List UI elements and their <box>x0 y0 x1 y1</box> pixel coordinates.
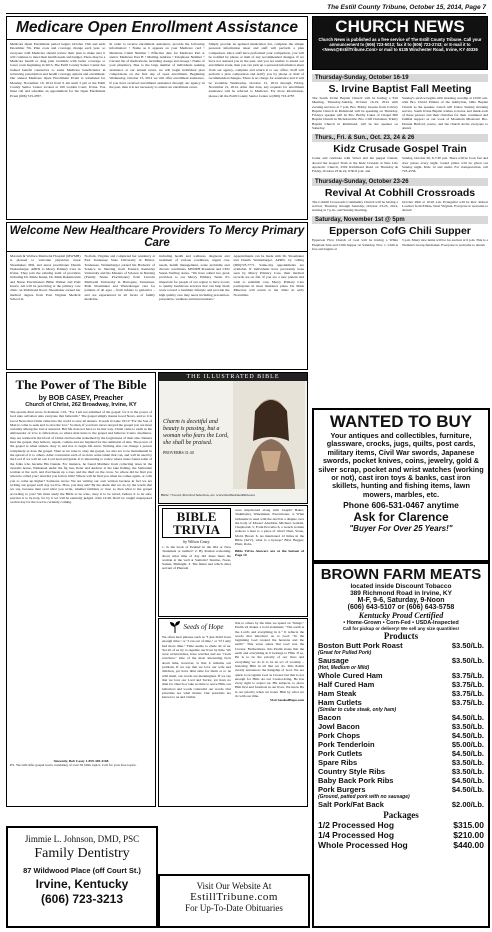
price-row-price: $315.00 <box>453 820 484 830</box>
price-row-price: $440.00 <box>453 840 484 850</box>
brown-hours: M-F, 9-6, Saturday, 9-Noon <box>357 597 445 604</box>
mercy-col-4: Appointments can be made with Dr. Shoemaker and Dustin Wattenbarger, APRN, by calling (606)723-7771. Same-day appointments are available. If individuals have previously been seen by Mercy Primary Care, their medical records are on file. If you are a new patient and wish to establish care, Mercy Primary Care participates in most insurance plans. Dr. Mark Pilkerton will return to the clinic in early November. <box>233 254 304 297</box>
price-row-price: $4.50/Lb. <box>451 749 484 758</box>
price-row <box>318 830 484 840</box>
brown-products-list <box>314 641 488 809</box>
irvine-baptist-title: S. Irvine Baptist Fall Meeting <box>328 83 472 95</box>
mercy-col-1: Marcum & Wallace Memorial Hospital (MWMH) is pleased to welcome physician Jonal Shoemaker, MD, and nurse practitioner Dustin Wattenbarger, APRN to Mercy Primary Care in Irvine. They join the existing team of providers including Dr. Marie Kunzi, Dr. Mark Rakamcanin and Nurse Practitioners Billie Walker and Patti Isaacs. All will be practicing at the primary care clinic on Richmond Road. Shoemaker earned her medical degree from East Virginia Medical School in <box>10 254 81 301</box>
illustrated-caption: Bible • Sword, Practical Selection, etc. www.theillustratedbible.net <box>161 493 255 497</box>
price-row <box>318 722 484 731</box>
price-row <box>318 800 484 809</box>
mercy-col-2: Norfolk, Virginia and completed her residency at East Tennessee State University in Bristol, Tennessee. Wattenbarger earned his Bachelor of Science in Nursing from Eastern Kentucky University and his Masters of Science in Nursing (Family Nurse Practitioner) from Lincoln Memorial University in Harrogate, Tennessee. Both Shoemaker and Wattenbarger care for patients of all ages – from infants to geriatrics – and are experienced in all facets of family medicine, <box>84 254 155 301</box>
price-row-price: $2.00/Lb. <box>451 800 484 809</box>
price-row <box>318 689 484 698</box>
chili-title: Epperson CofG Chili Supper <box>329 225 471 238</box>
mercy-col-3: including health and wellness, diagnosis and treatment of various conditions, urgent care needs, health management, acute problems and chronic conditions. MWMH President and CEO Susan Starling states, "We have added two great providers to our Mercy Primary Team. It's important for people of our region to have access to quality healthcare services that can help them work toward a healthier lifestyle and provide the high quality care they need, including prevention, preventive, wellness and interventions." <box>159 254 230 301</box>
kidz-date: Thurs., Fri. & Sun., Oct. 23, 24 & 26 <box>312 134 488 142</box>
seeds-title: Seeds of Hope <box>183 623 224 631</box>
wanted-phone: Phone 606-531-0467 anytime <box>343 500 459 511</box>
kidz-col-2: Sunday, October 26, 6-7:30 p.m. There will be food, fun and door prizes every night. Grand prizes will be given out Sunday night. Kids 12 and under. For transportation, call 723-4558. <box>402 156 488 174</box>
price-row-price: $4.50/Lb. <box>451 731 484 740</box>
illustrated-bible <box>158 372 308 504</box>
brown-farm-meats-ad <box>312 562 490 928</box>
medicare-title: Medicare Open Enrollment Assistance <box>7 17 307 40</box>
price-row-name: Salt Pork/Fat Back <box>318 800 384 809</box>
price-row <box>318 698 484 707</box>
medicare-article <box>6 16 308 220</box>
visit-line-1: Visit Our Website At <box>196 881 272 891</box>
cobhill-col-1: The Cobhill Crossroads Community Church will be having a revival, Thursday through Saturday, October 23-25, 2014, starting at 7 p.m., and Sunday morning, <box>312 199 398 213</box>
trivia-title: BIBLE TRIVIA <box>162 508 231 538</box>
dentist-address: 87 Wildwood Place (off Court St.) <box>23 866 141 875</box>
price-row <box>318 840 484 850</box>
wanted-body: Your antiques and collectibles, furniture, glassware, crocks, jugs, quilts, post cards, military items, Civil War swords, Japanese swords, pocket knives, coins, jewelry, gold & silver scrap, pocket and wrist watches (working or not), cast iron toys & banks, cast iron skillets, hunting and fishing items, lawn mowers, marbles, etc. <box>318 431 484 499</box>
mercy-title: Welcome New Healthcare Providers To Mercy Primary Care <box>7 223 307 252</box>
woman-portrait-icon <box>233 381 305 489</box>
seeds-col-2: ible to others by the time we spend on "things." Psalm 24 makes a bold statement: "The earth is the Lord's and everything in it." It reflects the words that introduce us to God: "In the beginning God created the heavens and the earth!" This verse states that God was the Creator. Furthermore, this Psalm states that the earth and everything in it belongs to Him. If so, He is to be the priority of our lives and everything we do is to be an act of worship – honoring Him in all that we do. This Psalm clearly announces the Kingship of God. We are quick to recognize God as Creator but that is not enough for Him. As our Creator-King, He has every right to expect us, His subjects, to place Him first and foremost in our lives. We know He is our priority when we honor Him by what we do with our time. <box>235 621 304 699</box>
seeds-credit: Visit SeedsofHope.com <box>269 698 304 703</box>
illustrated-ref: PROVERBS 31:30 <box>163 450 194 455</box>
mercy-article <box>6 222 308 370</box>
price-row-name: Jowl Bacon <box>318 722 360 731</box>
price-row-name: 1/2 Processed Hog <box>318 820 395 830</box>
price-row-price: $3.75/Lb. <box>451 698 484 707</box>
medicare-col-1: Medicare Open Enrollment period begins October 15th and ends December 7th. Plan costs and coverage change each year, so everyone with Medicare should review their plan to make sure it will continue to meet their health needs and budget. There may be a Medicare health or drug plan available with better coverage or lower costs beginning in 2015. The Estill County Senior Center has trained benefit counselors to assist Medicare beneficiaries in reviewing prescription and health coverage options and enrollment. Our annual Medicare Open Enrollment Event is scheduled for Monday, November 10, 2014 from 9 am until 3 pm at the Estill County Senior Center located at 100 Golden Court, Irvine. You must call and schedule an appointment for the Open Enrollment Event (606) 723-4787. <box>10 42 106 98</box>
wanted-to-buy-ad <box>312 408 490 562</box>
price-row-price: $3.75/Lb. <box>451 680 484 689</box>
brown-title: BROWN FARM MEATS <box>320 566 482 583</box>
brown-packages-title: Packages <box>383 810 419 820</box>
seeds-of-hope <box>158 618 308 807</box>
wanted-tagline: "Buyer For Over 25 Years!" <box>349 524 453 534</box>
price-row-name: (Similar to cube steak, only ham) <box>318 707 397 713</box>
visit-line-3: For Up-To-Date Obituaries <box>185 903 283 913</box>
illustrated-quote: Charm is deceitful and beauty is passing, but a woman who fears the Lord, she shall be praised. <box>163 419 229 446</box>
price-row-name: (Great for Pulled Pork) <box>318 650 372 656</box>
price-row-name: Boston Butt Pork Roast <box>318 641 403 650</box>
price-row <box>318 820 484 830</box>
power-ps: P.S. We still offer gospel tracts consisting of over 50 bible topics. Call for your free topics. <box>10 763 137 768</box>
price-row <box>318 731 484 740</box>
price-row-name: Ham Cutlets <box>318 698 362 707</box>
price-row-name: Spare Ribs <box>318 758 358 767</box>
price-row-price: $210.00 <box>453 830 484 840</box>
chili-date: Saturday, November 1st @ 5pm <box>312 216 488 224</box>
illustrated-title: THE ILLUSTRATED BIBLE <box>159 373 307 381</box>
price-row-name: (Hot, Medium or Mild) <box>318 665 370 671</box>
brown-location: located inside Discount Tobacco <box>350 583 452 590</box>
bible-trivia <box>158 505 308 617</box>
power-church: Church of Christ, 262 Broadway, Irvine, KY <box>25 402 137 408</box>
price-row-name: Pork Tenderloin <box>318 740 375 749</box>
price-row <box>318 641 484 650</box>
price-row-price: $3.50/Lb. <box>451 641 484 650</box>
brown-products-title: Products <box>383 631 419 641</box>
price-row <box>318 740 484 749</box>
price-row-name: Baby Back Pork Ribs <box>318 776 394 785</box>
price-row-name: Pork Chops <box>318 731 361 740</box>
power-sign: Sincerely, Bob Casey 1-859-369-4168 <box>53 759 109 763</box>
trivia-byline: by Wilson Casey <box>183 539 210 544</box>
price-row <box>318 680 484 689</box>
church-news-intro: Church News is published as a free service of The Estill County Tribune. Call your announcement to (606) 723-5012; fax it to (606) 723-2743; or E-mail it to <News@EstillTribune.Com> or mail to 6135 Winchester Road, Irvine, KY 40336 <box>318 37 482 52</box>
price-row-price: $3.75/Lb. <box>451 671 484 680</box>
price-row <box>318 656 484 665</box>
cobhill-title: Revival At Cobhill Crossroads <box>324 186 476 199</box>
irvine-baptist-col-2: Sunday's service begins with morning worship at 10:00 a.m. with Bro. David Pitman of the Ashbytton, Ohio Baptist Church as the speaker. Lunch will follow Sunday morning service. South Irvine Baptist wishes to honor and thank each of these pastors and their churches for their continued and faithful support as our work of Mountain Missions! Bro. Donnie Burford, pastor, and the church invite everyone to attend. <box>402 96 488 131</box>
price-row-name: Ham Steak <box>318 689 357 698</box>
brown-phones: (606) 643-5107 or (606) 643-5758 <box>347 604 455 611</box>
irvine-baptist-col-1: The South Irvine Baptist Church will be having a Fall Meeting, Thursday-Sunday, October 16-19, 2014 with evening services at 7 p.m. Bro. Bobby Greene from Calvary Baptist Church in Richmond will be speaking on Thursday. Friday's speaker will be Bro. Bobby Lakes of Chapel Hill Baptist Church in Nicholasville. Bro. Cliff Chrisman, Trinity Baptist Church in Richmond, will be the speaker on Saturday. <box>312 96 398 131</box>
church-news-column <box>312 70 488 404</box>
price-row-price: $3.50/Lb. <box>451 767 484 776</box>
power-of-bible-article <box>6 372 156 807</box>
cobhill-date: Thursday-Sunday, October 23-26 <box>312 178 488 186</box>
trivia-col-2: were imprisoned along with Joseph? Baker, Taskmaster, Winemaker, Executioner. 4. What nickname is used with the devil in a dispute over the body of Moses? Abaddon, Michael, Gabriel, Chephorah. 5. From Proverbs 6, a wench woman reduces a man to a piece of what? Dust, Stone, Mold, Bread. 6. As mentioned 12 times in the Bible (KJV), what is a hyssop? Bird, Beggar, Plant, Robe. <box>235 508 304 547</box>
visit-line-2[interactable]: EstillTribune.com <box>190 891 278 903</box>
price-row-price: $4.50/Lb. <box>451 776 484 785</box>
seeds-col-1: We often hear phrases such as "I just didn't have enough time," or "I ran out of time," or "If I only had more time." Time seems to elude all of us. Yet all of us try to regulate our lives by time. We wear wristwatches, have watches and are "clock watchers." One of the most interesting facts about time, however, is that it remains our problem. If we say that we love our wife and children, yet have little time for them or to be with them, our words are meaningless. If we say that we love our Lord and Savior, yet have no time for church or take no time to serve Him, our behaviors and words contradict our words. Our priorities are what matter. Our priorities are known to us and visible <box>162 635 231 700</box>
price-row-name: Bacon <box>318 713 341 722</box>
price-row-name: Sausage <box>318 656 349 665</box>
price-row <box>318 785 484 794</box>
price-row-price: $5.00/Lb. <box>451 740 484 749</box>
brown-address: 389 Richmond Road in Irvine, KY <box>350 590 452 597</box>
price-row-price: $3.75/Lb. <box>451 689 484 698</box>
price-row-name: Pork Cutlets <box>318 749 363 758</box>
irvine-baptist-date: Thursday-Sunday, October 16-19 <box>312 74 488 82</box>
trivia-answers: Bible Trivia Answers are at the bottom of Page 10 <box>235 548 304 557</box>
cobhill-col-2: October 26th at 10:45 a.m. Evangelist will be Rev. Robert Lowther from Ellisia, West Virginia. Everyone is welcome to attend! <box>402 199 488 213</box>
page-header: The Estill County Tribune, October 15, 2014, Page 7 <box>6 3 486 14</box>
price-row <box>318 767 484 776</box>
chili-col-2: 5 p.m. Many nice items will be for auction at 6 p.m. This is a Women's Group fundraiser. Everyone is welcome to attend. <box>402 238 488 247</box>
power-title: The Power of The Bible <box>15 377 147 392</box>
power-body: The apostle Paul wrote in Romans 1:16, "For I am not ashamed of the gospel: for it is the power of God unto salvation unto everyone that believeth." The gospel simply means Good News, and so it is Good News that Christ came into the world to save all sinners. It reads in Luke 19:10 "For the Son of Man is come to seek and to save the lost." So then, if you have never obeyed the gospel you are most certainly among the lost or unsaved. But life does not have to be that way. Christ came to earth as the ambassador of love to fallen man, so where man turns to the gospel and believes it unto obedience, they are washed in the blood of Christ and become redeemed by the forgiveness of their sins. Sinners hear the gospel, they believe, repent, confess and are baptized for the remission of sins. The power of the gospel is when sinners obey it, and rise to begin life anew. Nothing else can change a person completely as does the gospel. Then as we raise to obey the gospel, we also are to be instrumental in the spread of it to others. After conversion each of us have some talent that can, and will be used by the Lord if we will let our Lord lead and guide. It is interesting to notice where Jesus found some of the folks who became His friends. For instance, he found Matthew from collecting taxes in the customs house, Nathanael under the fig tree, Peter and Andrew at the lake fishing, the Samaritan woman at the well, and Zacchaeus up a tree, and the thief on the cross. So where did he find you when he called you? And did you follow him? Where will he find you when he comes again, or calls you to come up higher? Someone wrote: We are writing our own version because in fact we are writing our gospel each day we live. How, you may ask? By the deeds that we do, by the words that we say, because men read what you write, whether faithless or true: so then what is the gospel according to you? We must study the Bible to be wise, obey it to be saved, believe it to be safe, practice it to be holy, for by it we will be eternally judged. John 12:48. Don't be caught unprepared on that day for the Lord is certainly coming. <box>10 410 152 505</box>
kidz-title: Kidz Crusade Gospel Train <box>333 143 467 156</box>
price-row-name: Pork Burgers <box>318 785 366 794</box>
price-row-name: 1/4 Processed Hog <box>318 830 395 840</box>
price-row-name: (Ground, patted pork with no sausage) <box>318 794 410 800</box>
dentist-name: Jimmie L. Johnson, DMD, PSC <box>24 834 140 844</box>
dentist-city: Irvine, Kentucky <box>35 877 129 891</box>
wanted-ask: Ask for Clarence <box>353 510 449 525</box>
price-row-price: $4.50/Lb. <box>451 785 484 794</box>
price-row-name: Country Style Ribs <box>318 767 386 776</box>
brown-features: • Home-Grown • Corn-Fed • USDA-Inspected <box>343 620 459 626</box>
price-row-name: Whole Processed Hog <box>318 840 408 850</box>
visit-website-ad <box>158 874 310 928</box>
wanted-title: WANTED TO BUY <box>329 412 473 431</box>
dentist-ad <box>6 826 158 928</box>
price-row-price: $4.50/Lb. <box>451 713 484 722</box>
medicare-col-3: Simply provide an updated medication list, complete the simple personal information sheet and staff will perform a plan comparison. Once staff have performed your comparison, you will be notified by phone or mail of any recommended changes. If we have not assisted you in the past, and you are unable to attend our enrollment event, then you can pick up a personal information sheet from our agency, complete and return it to our office. Staff will perform a plan comparison and notify you by phone or mail of recommended changes. There is no charge for assistance and it will be available Wednesday, October 15, 2014 through Friday, November 21, 2014. After that date, any requests for enrollment assistance will be referred to Medicare. For more information, please call the Estill County Senior Center at (606) 723-4787. <box>208 42 304 98</box>
kidz-col-1: Come and celebrate with Velori and his puppet friends, aboard the Gospel Train at the Kidz Crusade at New Life Apostolic Church, 2502 Richmond Road on Thursday & Friday, October 23 & 24, 6:30-8 p.m. and <box>312 156 398 174</box>
brown-ky-proud: Kentucky Proud Certified <box>358 611 444 620</box>
dentist-phone: (606) 723-3213 <box>40 892 124 906</box>
brown-call-note: Call for pickup or delivery! We sell any size quantities! <box>342 626 460 631</box>
trivia-col-1: 1. Is the book of Ezekiel in the Old or New Testament or neither? 2. By Roman reckoning, about what time of day did Jesus meet the woman at the well at Samaria? Sunrise, Noon, Sunset, Midnight. 3. The father and which other servant of Pharaoh <box>162 545 231 571</box>
price-row <box>318 776 484 785</box>
price-row-price: $3.50/Lb. <box>451 722 484 731</box>
price-row-name: Half Cured Ham <box>318 680 375 689</box>
church-news-header <box>312 16 488 70</box>
brown-packages-list <box>314 820 488 850</box>
price-row <box>318 713 484 722</box>
seedling-icon <box>169 621 181 633</box>
medicare-col-2: In order to receive enrollment assistance, provide the following information: • Name as it appears on your Medicare card • Medicare Claim Number • Effective date for Medicare Part A and/or Medicare Part B • Mailing Address • Telephone Number • Current list of medications, including dosage and dosage • Name of your pharmacy. Due to the large number of individuals seeking assistance at our annual event, we will begin individual plan comparisons on the first day of open enrollment. Beginning Wednesday, October 15, 2014 we will offer enrollment assistance. If you have received enrollment assistance through our agency in the past, then it is not necessary to attend our enrollment event. <box>109 42 205 89</box>
chili-col-1: Epperson First Church of God will be having a White Elephant Sale and Chili Supper on Saturday, Nov. 1. Chili is free and begins at <box>312 238 398 252</box>
price-row <box>318 749 484 758</box>
dentist-practice: Family Dentistry <box>34 846 130 861</box>
price-row <box>318 758 484 767</box>
price-row <box>318 671 484 680</box>
price-row-price: $3.50/Lb. <box>451 758 484 767</box>
price-row-price: $3.50/Lb. <box>451 656 484 665</box>
church-news-title: CHURCH NEWS <box>335 17 465 36</box>
price-row-name: Whole Cured Ham <box>318 671 383 680</box>
power-byline: by BOB CASEY, Preacher <box>38 395 124 402</box>
